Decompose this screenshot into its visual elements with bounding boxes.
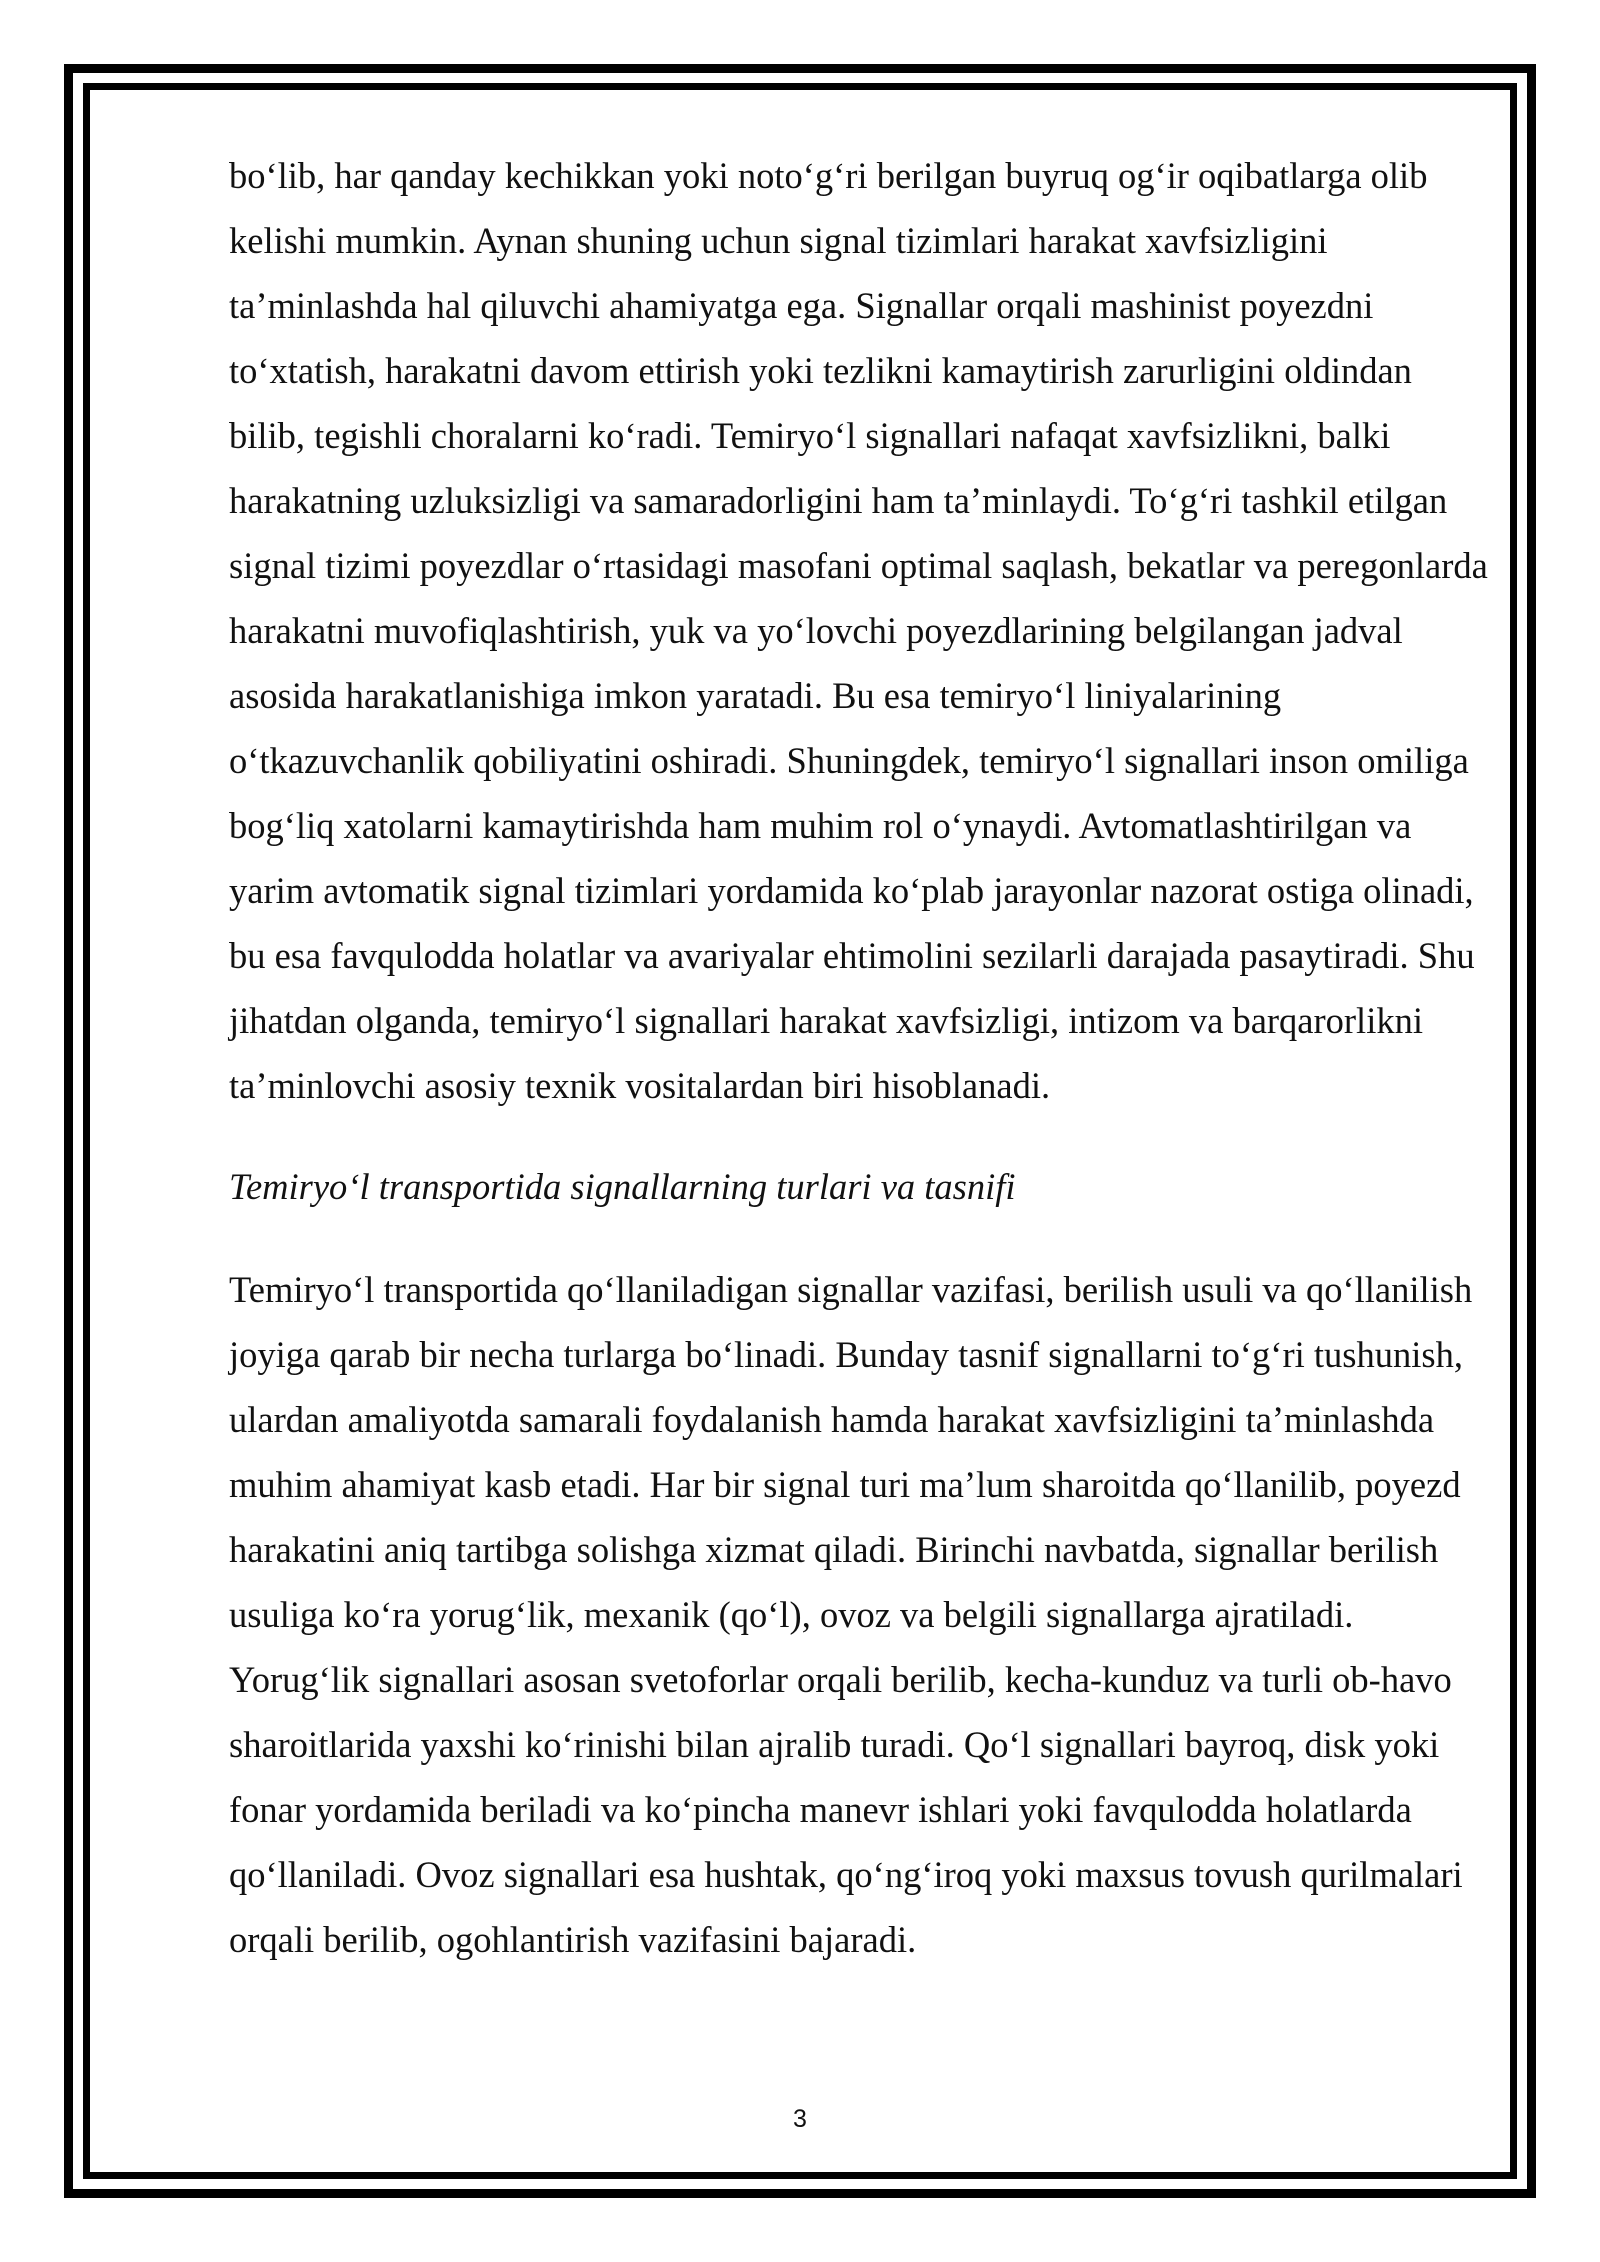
page-content	[229, 143, 1489, 1972]
section-heading: Temiryo‘l transportida signallarning turlari va tasnifi	[229, 1166, 1016, 1207]
body-paragraph-2: Temiryo‘l transportida qo‘llaniladigan signallar vazifasi, berilish usuli va qo‘llanilish joyiga qarab bir necha turlarga bo‘linadi. Bunday tasnif signallarni to‘g‘ri tushunish, ulardan amaliyotda samarali foydalanish hamda harakat xavfsizligini ta’minlashda muhim ahamiyat kasb etadi. Har bir signal turi ma’lum sharoitda qo‘llanilib, poyezd harakatini aniq tartibga solishga xizmat qiladi. Birinchi navbatda, signallar berilish usuliga ko‘ra yorug‘lik, mexanik (qo‘l), ovoz va belgili signallarga ajratiladi. Yorug‘lik signallari asosan svetoforlar orqali berilib, kecha-kunduz va turli ob-havo sharoitlarida yaxshi ko‘rinishi bilan ajralib turadi. Qo‘l signallari bayroq, disk yoki fonar yordamida beriladi va ko‘pincha manevr ishlari yoki favqulodda holatlarda qo‘llaniladi. Ovoz signallari esa hushtak, qo‘ng‘iroq yoki maxsus tovush qurilmalari orqali berilib, ogohlantirish vazifasini bajaradi.	[229, 1269, 1473, 1960]
body-paragraph-1: bo‘lib, har qanday kechikkan yoki noto‘g‘ri berilgan buyruq og‘ir oqibatlarga olib kelishi mumkin. Aynan shuning uchun signal tizimlari harakat xavfsizligini ta’minlashda hal qiluvchi ahamiyatga ega. Signallar orqali mashinist poyezdni to‘xtatish, harakatni davom ettirish yoki tezlikni kamaytirish zarurligini oldindan bilib, tegishli choralarni ko‘radi. Temiryo‘l signallari nafaqat xavfsizlikni, balki harakatning uzluksizligi va samaradorligini ham ta’minlaydi. To‘g‘ri tashkil etilgan signal tizimi poyezdlar o‘rtasidagi masofani optimal saqlash, bekatlar va peregonlarda harakatni muvofiqlashtirish, yuk va yo‘lovchi poyezdlarining belgilangan jadval asosida harakatlanishiga imkon yaratadi. Bu esa temiryo‘l liniyalarining o‘tkazuvchanlik qobiliyatini oshiradi. Shuningdek, temiryo‘l signallari inson omiliga bog‘liq xatolarni kamaytirishda ham muhim rol o‘ynaydi. Avtomatlashtirilgan va yarim avtomatik signal tizimlari yordamida ko‘plab jarayonlar nazorat ostiga olinadi, bu esa favqulodda holatlar va avariyalar ehtimolini sezilarli darajada pasaytiradi. Shu jihatdan olganda, temiryo‘l signallari harakat xavfsizligi, intizom va barqarorlikni ta’minlovchi asosiy texnik vositalardan biri hisoblanadi.	[229, 155, 1488, 1106]
page-number: 3	[793, 2105, 807, 2133]
